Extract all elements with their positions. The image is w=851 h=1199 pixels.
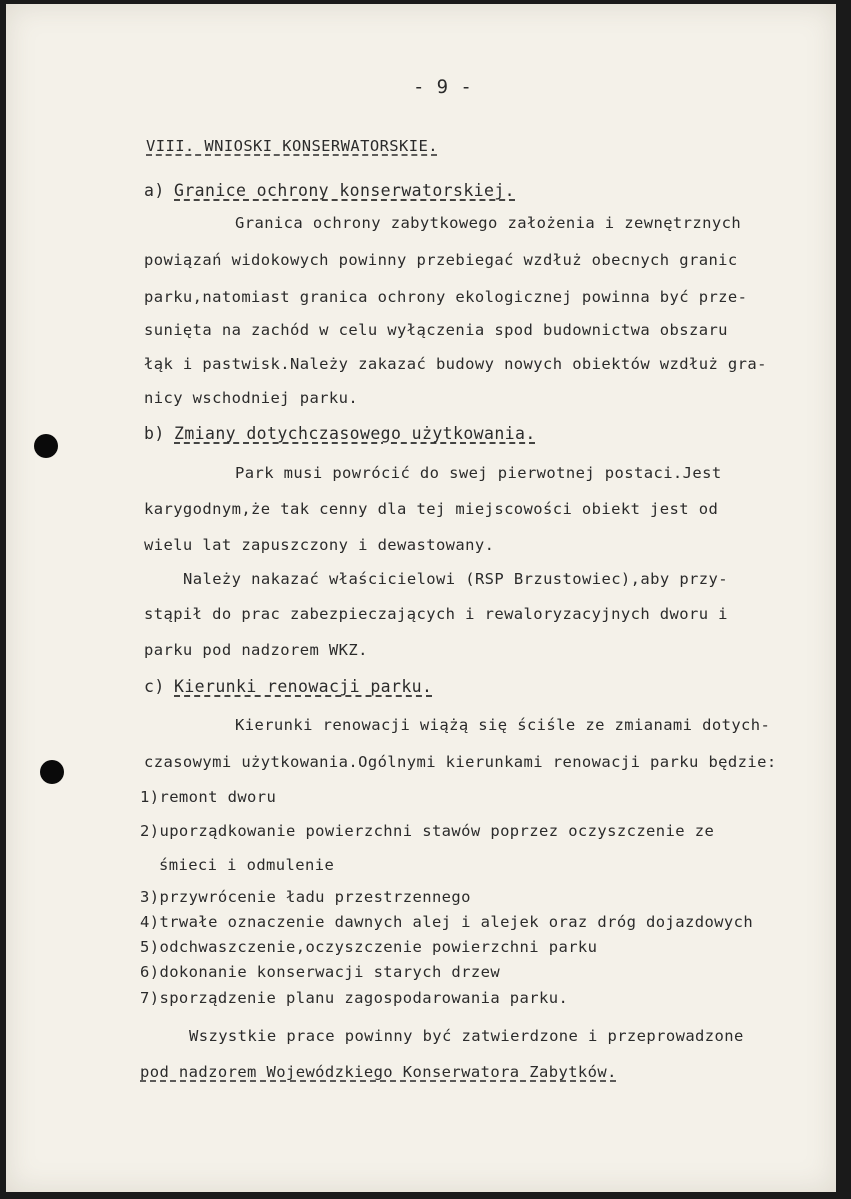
- paragraph-b-line: wielu lat zapuszczony i dewastowany.: [144, 536, 495, 554]
- page-number: - 9 -: [413, 76, 473, 98]
- paragraph-a-line: powiązań widokowych powinny przebiegać wzdłuż obecnych granic: [144, 251, 738, 269]
- list-item: 7)sporządzenie planu zagospodarowania parku.: [140, 989, 569, 1007]
- section-heading: VIII. WNIOSKI KONSERWATORSKIE.: [146, 137, 438, 155]
- paragraph-b-line: karygodnym,że tak cenny dla tej miejscowości obiekt jest od: [144, 500, 719, 518]
- subsection-b-label: b): [144, 424, 165, 443]
- punch-hole-bottom: [40, 760, 64, 784]
- closing-line: pod nadzorem Wojewódzkiego Konserwatora Zabytków.: [140, 1063, 617, 1081]
- paragraph-a-line: parku,natomiast granica ochrony ekologicznej powinna być prze-: [144, 288, 748, 306]
- paragraph-b-line: Należy nakazać właścicielowi (RSP Brzustowiec),aby przy-: [183, 570, 728, 588]
- list-item: 4)trwałe oznaczenie dawnych alej i alejek oraz dróg dojazdowych: [140, 913, 754, 931]
- paragraph-b-line: parku pod nadzorem WKZ.: [144, 641, 368, 659]
- paragraph-c-line: czasowymi użytkowania.Ogólnymi kierunkami renowacji parku będzie:: [144, 753, 777, 771]
- subsection-c-title: Kierunki renowacji parku.: [174, 677, 433, 696]
- subsection-b-title: Zmiany dotychczasowego użytkowania.: [174, 424, 536, 443]
- paragraph-a-line: łąk i pastwisk.Należy zakazać budowy nowych obiektów wzdłuż gra-: [144, 355, 767, 373]
- paragraph-c-line: Kierunki renowacji wiążą się ściśle ze zmianami dotych-: [235, 716, 771, 734]
- list-item: 2)uporządkowanie powierzchni stawów poprzez oczyszczenie ze: [140, 822, 715, 840]
- list-item: śmieci i odmulenie: [159, 856, 335, 874]
- paragraph-b-line: stąpił do prac zabezpieczających i rewaloryzacyjnych dworu i: [144, 605, 728, 623]
- closing-line: Wszystkie prace powinny być zatwierdzone i przeprowadzone: [189, 1027, 744, 1045]
- list-item: 3)przywrócenie ładu przestrzennego: [140, 888, 471, 906]
- paragraph-a-line: nicy wschodniej parku.: [144, 389, 359, 407]
- paragraph-a-line: sunięta na zachód w celu wyłączenia spod budownictwa obszaru: [144, 321, 728, 339]
- subsection-a-title: Granice ochrony konserwatorskiej.: [174, 181, 516, 200]
- punch-hole-top: [34, 434, 58, 458]
- subsection-a-label: a): [144, 181, 165, 200]
- list-item: 1)remont dworu: [140, 788, 277, 806]
- subsection-c-label: c): [144, 677, 165, 696]
- paragraph-b-line: Park musi powrócić do swej pierwotnej postaci.Jest: [235, 464, 722, 482]
- document-page: [6, 4, 836, 1192]
- list-item: 5)odchwaszczenie,oczyszczenie powierzchni parku: [140, 938, 598, 956]
- paragraph-a-line: Granica ochrony zabytkowego założenia i zewnętrznych: [235, 214, 742, 232]
- list-item: 6)dokonanie konserwacji starych drzew: [140, 963, 501, 981]
